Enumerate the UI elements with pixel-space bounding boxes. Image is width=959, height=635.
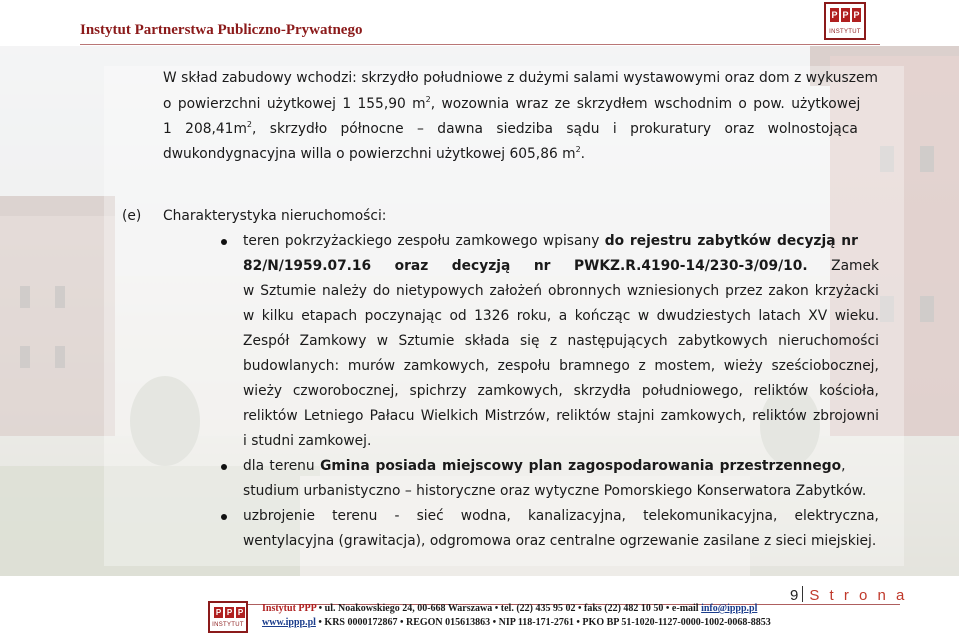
superscript: 2 <box>575 145 581 154</box>
intro-line-3 <box>163 120 858 137</box>
page-number <box>790 586 907 604</box>
bullet1-line-3 <box>243 283 879 299</box>
word: skrzydła <box>573 383 632 399</box>
word: zakon <box>768 283 809 299</box>
intro-line-1 <box>163 70 878 86</box>
word: reliktów <box>556 408 611 424</box>
word: w <box>376 333 389 349</box>
section-heading: Charakterystyka nieruchomości: <box>163 208 387 224</box>
word: w <box>243 283 255 299</box>
word: założeń <box>489 283 543 299</box>
bullet3-line-2: wentylacyjna (grawitacja), odgromowa oraz centralne ogrzewanie zasilane z sieci miejskiej. <box>243 533 877 549</box>
footer-org-name: Instytut PPP <box>262 603 317 614</box>
word: poczynając <box>364 308 442 324</box>
word: Zamkowy <box>299 333 367 349</box>
footer-email-link[interactable]: info@ippp.pl <box>701 603 758 614</box>
bullet1-line-9: i studni zamkowej. <box>243 433 372 449</box>
footer-contact-line <box>262 603 757 614</box>
word: wzniesionych <box>626 283 720 299</box>
word: zamkowych, <box>403 358 489 374</box>
footer-address: • ul. Noakowskiego 24, 00-668 Warszawa • <box>316 603 501 614</box>
text-run: . <box>580 146 586 162</box>
logo-text: INSTYTUT <box>212 622 244 628</box>
word: zabudowy <box>221 70 292 86</box>
word: oraz <box>724 70 755 86</box>
word: składa <box>464 333 510 349</box>
word: dwudziestych <box>656 308 751 324</box>
word: się <box>519 333 540 349</box>
word: następujących <box>567 333 668 349</box>
word: wieży <box>243 383 283 399</box>
word: z <box>794 70 802 86</box>
word: Pałacu <box>369 408 415 424</box>
word: decyzją <box>451 258 511 274</box>
text-run: dwukondygnacyjna willa o powierzchni użytkowej 605,86 m <box>163 146 576 162</box>
bullet1-line-2 <box>243 258 879 274</box>
bullet1-line-6 <box>243 358 879 374</box>
bold-run: do rejestru zabytków decyzją nr <box>604 233 858 249</box>
footer-phone-fax: tel. (22) 435 95 02 • faks (22) 482 10 50 • e-mail <box>500 603 702 614</box>
footer-registry-numbers: • KRS 0000172867 • REGON 015613863 • NIP 118-171-2761 • PKO BP 51-1020-1127-0000-1002-0068-8853 <box>315 617 771 628</box>
word: krzyżacki <box>814 283 879 299</box>
word: salami <box>573 70 619 86</box>
bullet1-line-4 <box>243 308 879 324</box>
word: wystawowymi <box>623 70 721 86</box>
word: dużymi <box>518 70 570 86</box>
word: oraz <box>394 258 429 274</box>
word: kościoła, <box>819 383 879 399</box>
text-run: o powierzchni użytkowej 1 155,90 m <box>163 96 426 112</box>
word: Zespół <box>243 333 290 349</box>
section-marker: (e) <box>122 208 142 224</box>
word: od <box>449 308 467 324</box>
word: 1326 <box>474 308 510 324</box>
word: reliktów <box>753 383 809 399</box>
text-run: dla terenu <box>243 458 315 474</box>
logo-letter: P <box>853 10 860 20</box>
intro-line-4 <box>163 145 585 162</box>
word: zespołu <box>497 358 551 374</box>
logo-text: INSTYTUT <box>829 29 861 35</box>
word: w <box>243 308 255 324</box>
word: PWKZ.R.4190-14/230-3/09/10. <box>573 258 808 274</box>
logo-letter: P <box>831 10 838 20</box>
word: mostem, <box>654 358 716 374</box>
text-run: 1 208,41m <box>163 121 247 137</box>
word: roku, <box>516 308 552 324</box>
word: sieć <box>416 508 444 524</box>
word: z <box>638 358 646 374</box>
word: nr <box>533 258 551 274</box>
word: z <box>507 70 515 86</box>
footer-website-link[interactable]: www.ippp.pl <box>262 617 316 628</box>
word: - <box>394 508 400 524</box>
word: w <box>637 308 650 324</box>
word: zamkowych, <box>660 408 746 424</box>
ippp-footer-logo <box>208 601 248 633</box>
word: Mistrzów, <box>484 408 550 424</box>
word: do <box>372 283 391 299</box>
bullet1-line-1 <box>243 233 858 249</box>
word: kończąc <box>574 308 631 324</box>
bullet2-line-1 <box>243 458 845 474</box>
word: obronnych <box>547 283 621 299</box>
bullet3-line-1 <box>243 508 879 524</box>
word: uzbrojenie <box>243 508 315 524</box>
word: XV <box>808 308 828 324</box>
word: skrzydło <box>361 70 419 86</box>
word: wieży <box>723 358 763 374</box>
word: południowego, <box>641 383 743 399</box>
word: etapach <box>301 308 358 324</box>
word: Wielkich <box>420 408 479 424</box>
word: dom <box>758 70 790 86</box>
page-label: S t r o n a <box>809 587 908 604</box>
word: bramnego <box>559 358 630 374</box>
text-run: , skrzydło północne – dawna siedziba sądu i prokuratury oraz wolnostojąca <box>251 121 858 137</box>
word: Sztumie <box>398 333 455 349</box>
text-run: teren pokrzyżackiego zespołu zamkowego wpisany <box>243 233 600 249</box>
word: W <box>163 70 177 86</box>
word: nietypowych <box>395 283 484 299</box>
bullet2-line-2: studium urbanistyczno – historyczne oraz wytyczne Pomorskiego Konserwatora Zabytków. <box>243 483 867 499</box>
header-title: Instytut Partnerstwa Publiczno-Prywatnego <box>80 22 363 38</box>
word: należy <box>322 283 367 299</box>
logo-letter: P <box>237 608 244 617</box>
word: reliktów <box>243 408 298 424</box>
word: telekomunikacyjna, <box>643 508 778 524</box>
bullet1-line-7 <box>243 383 879 399</box>
text-run: , wozownia wraz ze skrzydłem wschodnim o pow. użytkowej <box>430 96 861 112</box>
page-number-separator <box>802 586 803 602</box>
word: terenu <box>332 508 378 524</box>
logo-letter: P <box>226 608 233 617</box>
word: elektryczna, <box>794 508 879 524</box>
word: południowe <box>423 70 503 86</box>
bold-run: Gmina posiada miejscowy plan zagospodarowania przestrzennego <box>320 458 842 474</box>
logo-letter: P <box>215 608 222 617</box>
bullet1-line-8 <box>243 408 879 424</box>
bullet1-line-5 <box>243 333 879 349</box>
word: latach <box>758 308 801 324</box>
word: reliktów <box>752 408 807 424</box>
word: stajni <box>617 408 655 424</box>
word: wieku. <box>834 308 879 324</box>
word: 82/N/1959.07.16 <box>243 258 372 274</box>
word: przez <box>725 283 763 299</box>
superscript: 2 <box>246 120 252 129</box>
word: wykuszem <box>805 70 878 86</box>
word: nieruchomości <box>778 333 879 349</box>
text-run: , <box>841 458 846 474</box>
word: budowlanych: <box>243 358 340 374</box>
word: Zamek <box>831 258 879 274</box>
word: sześciobocznej, <box>771 358 879 374</box>
word: zamkowych, <box>477 383 563 399</box>
word: zabytkowych <box>678 333 768 349</box>
bullet-point <box>221 239 227 245</box>
bullet-point <box>221 514 227 520</box>
word: skład <box>181 70 218 86</box>
word: z <box>549 333 558 349</box>
bullet-point <box>221 464 227 470</box>
word: wodna, <box>460 508 511 524</box>
word: wchodzi: <box>296 70 357 86</box>
word: zbrojowni <box>813 408 879 424</box>
word: Letniego <box>303 408 364 424</box>
page-number-value: 9 <box>790 587 799 604</box>
word: spichrzy <box>409 383 467 399</box>
intro-line-2 <box>163 95 860 112</box>
word: kanalizacyjna, <box>528 508 626 524</box>
word: a <box>558 308 568 324</box>
footer-registry-line <box>262 617 771 628</box>
word: kilku <box>261 308 294 324</box>
logo-letter: P <box>842 10 849 20</box>
word: murów <box>347 358 396 374</box>
word: czworobocznej, <box>292 383 399 399</box>
word: Sztumie <box>260 283 317 299</box>
superscript: 2 <box>425 95 431 104</box>
